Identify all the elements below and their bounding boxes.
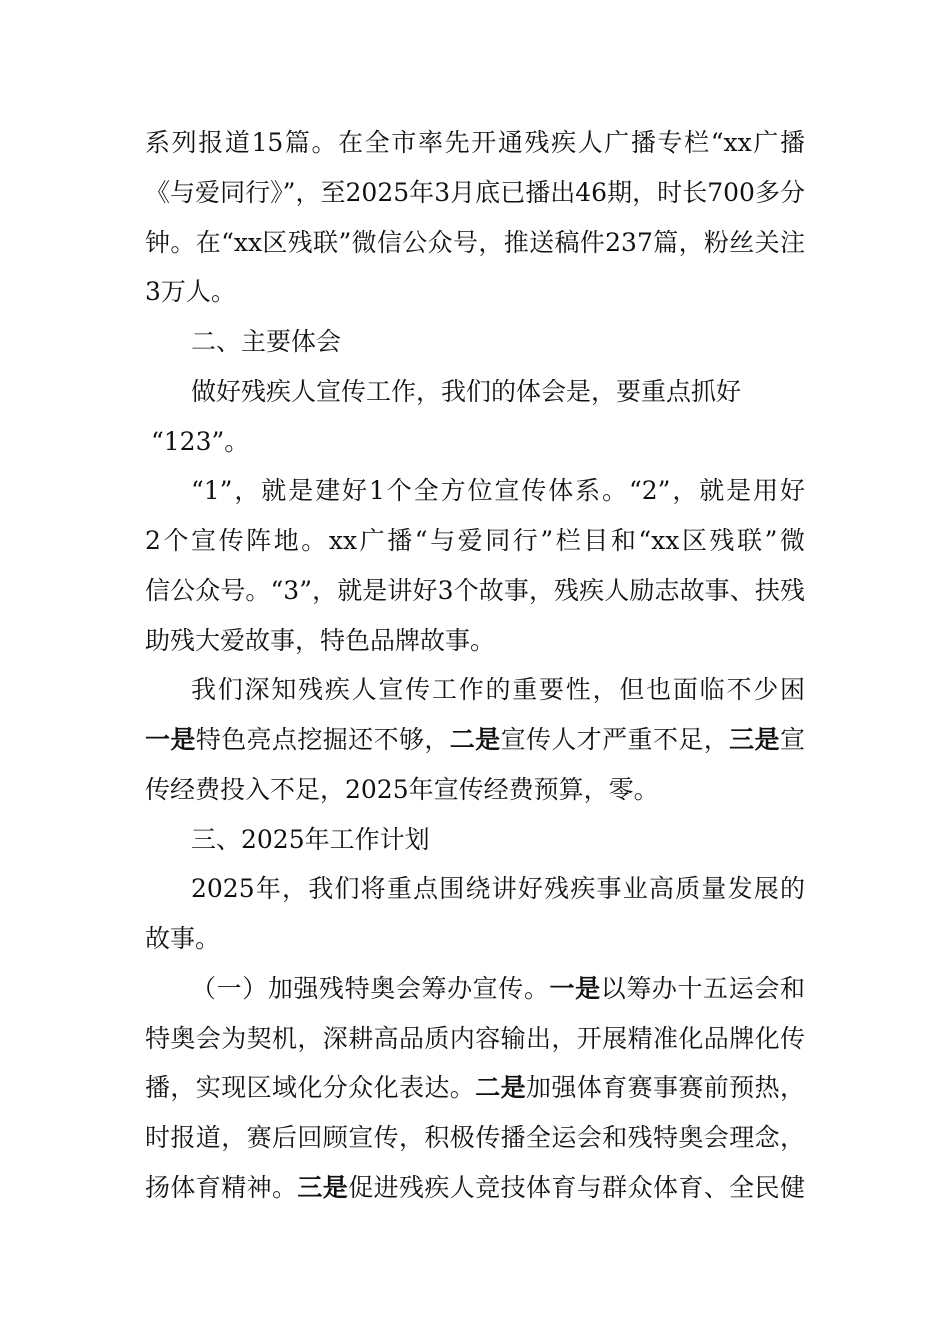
text-run: 钟。在“xx区残联”微信公众号，推送稿件237篇，粉丝关注 — [145, 227, 805, 257]
bold-text-run: 三是 — [729, 725, 780, 754]
text-line — [145, 1014, 805, 1064]
text-run: 促进残疾人竞技体育与群众体育、全民健 — [348, 1172, 805, 1202]
text-line — [145, 516, 805, 566]
text-line — [145, 1063, 805, 1113]
text-line — [145, 864, 805, 914]
text-run: 2个宣传阵地。xx广播“与爱同行”栏目和“xx区残联”微 — [145, 526, 805, 555]
text-line — [145, 566, 805, 616]
text-line — [145, 367, 805, 417]
text-line — [145, 715, 805, 765]
text-run: 时报道，赛后回顾宣传，积极传播全运会和残特奥会理念， — [145, 1123, 805, 1152]
text-run: 宣传人才严重不足， — [500, 725, 730, 754]
text-run: 做好残疾人宣传工作，我们的体会是，要重点抓好 — [191, 376, 742, 406]
text-line — [145, 267, 805, 317]
text-run: 二、主要体会 — [191, 327, 342, 356]
text-line — [145, 1113, 805, 1163]
text-line — [145, 118, 805, 168]
text-run: 传经费投入不足，2025年宣传经费预算，零。 — [145, 774, 659, 804]
text-run: 2025年，我们将重点围绕讲好残疾事业高质量发展的 — [191, 874, 805, 904]
bold-text-run: 二是 — [449, 725, 501, 754]
text-run: 播，实现区域化分众化表达。 — [145, 1073, 476, 1103]
text-run: “1”，就是建好1个全方位宣传体系。“2”，就是用好 — [191, 476, 805, 506]
text-run: 宣 — [779, 725, 805, 754]
text-run: 特色亮点挖掘还不够， — [195, 725, 450, 754]
text-run: 故事。 — [145, 924, 221, 953]
text-run: 信公众号。“3”，就是讲好3个故事，残疾人励志故事、扶残 — [145, 575, 805, 605]
text-run: 以筹办十五运会和 — [600, 973, 805, 1003]
text-line — [145, 168, 805, 218]
bold-text-run: 三是 — [297, 1172, 349, 1202]
bold-text-run: 一是 — [549, 973, 601, 1003]
bold-text-run: 二是 — [475, 1073, 526, 1103]
text-run: 我们深知残疾人宣传工作的重要性，但也面临不少困 — [191, 675, 805, 705]
text-line — [145, 466, 805, 516]
text-run: 助残大爱故事，特色品牌故事。 — [145, 625, 496, 655]
text-run: 特奥会为契机，深耕高品质内容输出，开展精准化品牌化传 — [145, 1023, 805, 1053]
text-line — [145, 964, 805, 1014]
bold-text-run: 一是 — [145, 725, 196, 754]
text-line — [145, 317, 805, 367]
text-line — [145, 218, 805, 268]
text-line — [145, 914, 805, 964]
text-line — [145, 1163, 805, 1213]
text-run: 三、2025年工作计划 — [191, 824, 430, 854]
text-line — [145, 616, 805, 666]
text-run: 扬体育精神。 — [145, 1172, 298, 1202]
text-line — [145, 765, 805, 815]
text-line — [145, 417, 805, 467]
text-run: “123”。 — [151, 426, 250, 456]
text-run: 加强体育赛事赛前预热， — [525, 1073, 805, 1103]
text-run: 《与爱同行》”，至2025年3月底已播出46期，时长700多分 — [145, 177, 805, 207]
text-line — [145, 815, 805, 865]
text-run: 系列报道15篇。在全市率先开通残疾人广播专栏“xx广播 — [145, 128, 805, 157]
text-run: 3万人。 — [145, 277, 236, 307]
document-body — [145, 118, 805, 1213]
text-run: （一）加强残特奥会筹办宣传。 — [191, 973, 550, 1003]
text-line — [145, 665, 805, 715]
